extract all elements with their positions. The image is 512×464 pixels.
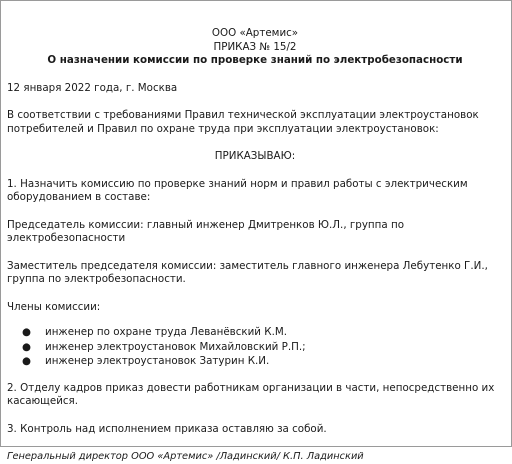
item-3: 3. Контроль над исполнением приказа оставляю за собой. xyxy=(7,422,327,435)
item-2: 2. Отделу кадров приказ довести работникам организации в части, непосредственно их касающейся. xyxy=(7,381,495,407)
signature-line: Генеральный директор ООО «Артемис» /Ладинский/ К.П. Ладинский xyxy=(7,451,364,462)
member-name: инженер электроустановок Михайловский Р.П.; xyxy=(45,340,306,353)
bullet-icon: ● xyxy=(22,355,31,367)
document-body xyxy=(7,27,503,464)
members-list xyxy=(7,325,503,369)
preamble-text: В соответствии с требованиями Правил технической эксплуатации электроустановок потребителей и Правил по охране труда при эксплуатации электроустановок: xyxy=(7,109,479,135)
member-name: инженер по охране труда Леванёвский К.М. xyxy=(45,326,287,338)
order-title: О назначении комиссии по проверке знаний по электробезопасности xyxy=(47,54,463,66)
member-name: инженер электроустановок Затурин К.И. xyxy=(45,355,270,367)
date-place: 12 января 2022 года, г. Москва xyxy=(7,81,178,94)
list-item xyxy=(7,340,503,355)
commission-chairman: Председатель комиссии: главный инженер Дмитренков Ю.Л., группа по электробезопасности xyxy=(7,218,404,244)
bullet-icon: ● xyxy=(22,340,31,353)
members-label: Члены комиссии: xyxy=(7,300,101,313)
item-1: 1. Назначить комиссию по проверке знаний норм и правил работы с электрическим оборудованием в составе: xyxy=(7,177,468,203)
order-number: ПРИКАЗ № 15/2 xyxy=(213,40,297,53)
list-item xyxy=(7,325,503,340)
commission-deputy: Заместитель председателя комиссии: заместитель главного инженера Лебутенко Г.И., группа по электробезопасности. xyxy=(7,259,488,285)
organization-name: ООО «Артемис» xyxy=(211,27,299,39)
order-word: ПРИКАЗЫВАЮ: xyxy=(214,150,296,162)
list-item xyxy=(7,354,503,369)
bullet-icon: ● xyxy=(22,326,31,338)
